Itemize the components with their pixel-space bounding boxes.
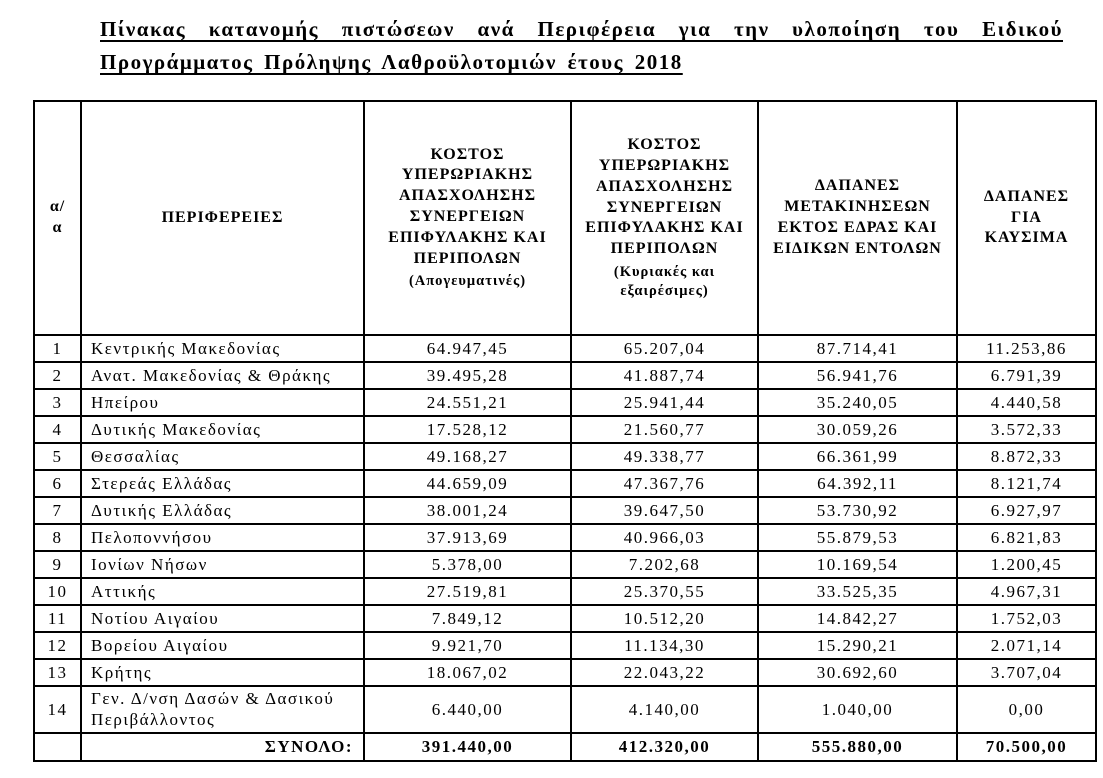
overtime-afternoon-value: 39.495,28: [364, 362, 571, 389]
overtime-afternoon-value: 24.551,21: [364, 389, 571, 416]
overtime-sunday-value: 41.887,74: [571, 362, 758, 389]
row-index: 5: [34, 443, 81, 470]
col-header-overtime-afternoon-sublabel: (Απογευματινές): [408, 273, 527, 290]
fuel-expenses-value: 1.752,03: [957, 605, 1096, 632]
col-header-overtime-afternoon: [364, 101, 571, 335]
row-index: 12: [34, 632, 81, 659]
table-row: [34, 497, 1096, 524]
row-index: 9: [34, 551, 81, 578]
total-overtime-sunday: 412.320,00: [571, 733, 758, 761]
row-index: 8: [34, 524, 81, 551]
col-header-travel-expenses: [758, 101, 957, 335]
overtime-afternoon-value: 18.067,02: [364, 659, 571, 686]
overtime-sunday-value: 7.202,68: [571, 551, 758, 578]
travel-expenses-value: 1.040,00: [758, 686, 957, 733]
row-index: 6: [34, 470, 81, 497]
fuel-expenses-value: 6.821,83: [957, 524, 1096, 551]
region-name: Πελοποννήσου: [81, 524, 364, 551]
region-name: Δυτικής Μακεδονίας: [81, 416, 364, 443]
row-index: 3: [34, 389, 81, 416]
row-index: 2: [34, 362, 81, 389]
overtime-sunday-value: 40.966,03: [571, 524, 758, 551]
col-header-regions: [81, 101, 364, 335]
overtime-afternoon-value: 5.378,00: [364, 551, 571, 578]
travel-expenses-value: 56.941,76: [758, 362, 957, 389]
allocation-table: [33, 100, 1097, 762]
overtime-sunday-value: 39.647,50: [571, 497, 758, 524]
row-index: 1: [34, 335, 81, 362]
total-row: [34, 733, 1096, 761]
overtime-afternoon-value: 37.913,69: [364, 524, 571, 551]
table-row: [34, 632, 1096, 659]
overtime-afternoon-value: 38.001,24: [364, 497, 571, 524]
fuel-expenses-value: 3.572,33: [957, 416, 1096, 443]
overtime-sunday-value: 11.134,30: [571, 632, 758, 659]
overtime-afternoon-value: 17.528,12: [364, 416, 571, 443]
col-header-index-label: α/α: [49, 198, 66, 236]
fuel-expenses-value: 6.791,39: [957, 362, 1096, 389]
travel-expenses-value: 30.059,26: [758, 416, 957, 443]
fuel-expenses-value: 0,00: [957, 686, 1096, 733]
overtime-sunday-value: 65.207,04: [571, 335, 758, 362]
overtime-afternoon-value: 64.947,45: [364, 335, 571, 362]
header-row: [34, 101, 1096, 335]
fuel-expenses-value: 4.440,58: [957, 389, 1096, 416]
col-header-index: [34, 101, 81, 335]
overtime-sunday-value: 25.370,55: [571, 578, 758, 605]
overtime-sunday-value: 10.512,20: [571, 605, 758, 632]
row-index: 10: [34, 578, 81, 605]
region-name: Στερεάς Ελλάδας: [81, 470, 364, 497]
region-name: Κεντρικής Μακεδονίας: [81, 335, 364, 362]
total-overtime-afternoon: 391.440,00: [364, 733, 571, 761]
col-header-fuel-expenses: [957, 101, 1096, 335]
region-name: Ανατ. Μακεδονίας & Θράκης: [81, 362, 364, 389]
overtime-sunday-value: 49.338,77: [571, 443, 758, 470]
fuel-expenses-value: 11.253,86: [957, 335, 1096, 362]
table-row: [34, 470, 1096, 497]
total-travel-expenses: 555.880,00: [758, 733, 957, 761]
travel-expenses-value: 35.240,05: [758, 389, 957, 416]
overtime-afternoon-value: 49.168,27: [364, 443, 571, 470]
col-header-overtime-sunday: [571, 101, 758, 335]
row-index: 7: [34, 497, 81, 524]
travel-expenses-value: 66.361,99: [758, 443, 957, 470]
travel-expenses-value: 33.525,35: [758, 578, 957, 605]
fuel-expenses-value: 1.200,45: [957, 551, 1096, 578]
document-title-line1: Πίνακας κατανομής πιστώσεων ανά Περιφέρεια για την υλοποίηση του Ειδικού: [100, 17, 1063, 41]
fuel-expenses-value: 8.121,74: [957, 470, 1096, 497]
overtime-sunday-value: 21.560,77: [571, 416, 758, 443]
travel-expenses-value: 10.169,54: [758, 551, 957, 578]
table-row: [34, 389, 1096, 416]
fuel-expenses-value: 3.707,04: [957, 659, 1096, 686]
region-name: Αττικής: [81, 578, 364, 605]
col-header-regions-label: ΠΕΡΙΦΕΡΕΙΕΣ: [161, 208, 284, 226]
row-index: 4: [34, 416, 81, 443]
total-fuel-expenses: 70.500,00: [957, 733, 1096, 761]
fuel-expenses-value: 8.872,33: [957, 443, 1096, 470]
total-label: ΣΥΝΟΛΟ:: [81, 733, 364, 761]
fuel-expenses-value: 4.967,31: [957, 578, 1096, 605]
table-row: [34, 686, 1096, 733]
row-index: 13: [34, 659, 81, 686]
table-row: [34, 524, 1096, 551]
overtime-sunday-value: 47.367,76: [571, 470, 758, 497]
table-row: [34, 605, 1096, 632]
travel-expenses-value: 30.692,60: [758, 659, 957, 686]
region-name: Ιονίων Νήσων: [81, 551, 364, 578]
region-name: Θεσσαλίας: [81, 443, 364, 470]
overtime-afternoon-value: 6.440,00: [364, 686, 571, 733]
travel-expenses-value: 64.392,11: [758, 470, 957, 497]
total-row-empty-cell: [34, 733, 81, 761]
col-header-travel-expenses-label: ΔΑΠΑΝΕΣ ΜΕΤΑΚΙΝΗΣΕΩΝ ΕΚΤΟΣ ΕΔΡΑΣ ΚΑΙ ΕΙΔΙΚΩΝ ΕΝΤΟΛΩΝ: [773, 177, 942, 257]
row-index: 11: [34, 605, 81, 632]
travel-expenses-value: 14.842,27: [758, 605, 957, 632]
document-title: [100, 13, 1063, 79]
fuel-expenses-value: 2.071,14: [957, 632, 1096, 659]
overtime-afternoon-value: 44.659,09: [364, 470, 571, 497]
col-header-overtime-sunday-sublabel: (Κυριακές και εξαιρέσιμες): [613, 264, 716, 299]
overtime-sunday-value: 22.043,22: [571, 659, 758, 686]
region-name: Γεν. Δ/νση Δασών & Δασικού Περιβάλλοντος: [81, 686, 364, 733]
overtime-afternoon-value: 9.921,70: [364, 632, 571, 659]
table-row: [34, 659, 1096, 686]
col-header-fuel-expenses-label: ΔΑΠΑΝΕΣ ΓΙΑ ΚΑΥΣΙΜΑ: [983, 187, 1070, 247]
table-row: [34, 443, 1096, 470]
travel-expenses-value: 53.730,92: [758, 497, 957, 524]
table-row: [34, 551, 1096, 578]
travel-expenses-value: 15.290,21: [758, 632, 957, 659]
region-name: Νοτίου Αιγαίου: [81, 605, 364, 632]
overtime-afternoon-value: 27.519,81: [364, 578, 571, 605]
col-header-overtime-afternoon-label: ΚΟΣΤΟΣ ΥΠΕΡΩΡΙΑΚΗΣ ΑΠΑΣΧΟΛΗΣΗΣ ΣΥΝΕΡΓΕΙΩΝ ΕΠΙΦΥΛΑΚΗΣ ΚΑΙ ΠΕΡΙΠΟΛΩΝ: [388, 145, 547, 267]
region-name: Κρήτης: [81, 659, 364, 686]
overtime-afternoon-value: 7.849,12: [364, 605, 571, 632]
table-row: [34, 335, 1096, 362]
table-row: [34, 416, 1096, 443]
fuel-expenses-value: 6.927,97: [957, 497, 1096, 524]
travel-expenses-value: 55.879,53: [758, 524, 957, 551]
travel-expenses-value: 87.714,41: [758, 335, 957, 362]
document-title-line2: Προγράμματος Πρόληψης Λαθροϋλοτομιών έτους 2018: [100, 50, 683, 74]
region-name: Βορείου Αιγαίου: [81, 632, 364, 659]
row-index: 14: [34, 686, 81, 733]
table-row: [34, 578, 1096, 605]
region-name: Δυτικής Ελλάδας: [81, 497, 364, 524]
table-row: [34, 362, 1096, 389]
overtime-sunday-value: 4.140,00: [571, 686, 758, 733]
region-name: Ηπείρου: [81, 389, 364, 416]
col-header-overtime-sunday-label: ΚΟΣΤΟΣ ΥΠΕΡΩΡΙΑΚΗΣ ΑΠΑΣΧΟΛΗΣΗΣ ΣΥΝΕΡΓΕΙΩΝ ΕΠΙΦΥΛΑΚΗΣ ΚΑΙ ΠΕΡΙΠΟΛΩΝ: [585, 136, 744, 258]
overtime-sunday-value: 25.941,44: [571, 389, 758, 416]
